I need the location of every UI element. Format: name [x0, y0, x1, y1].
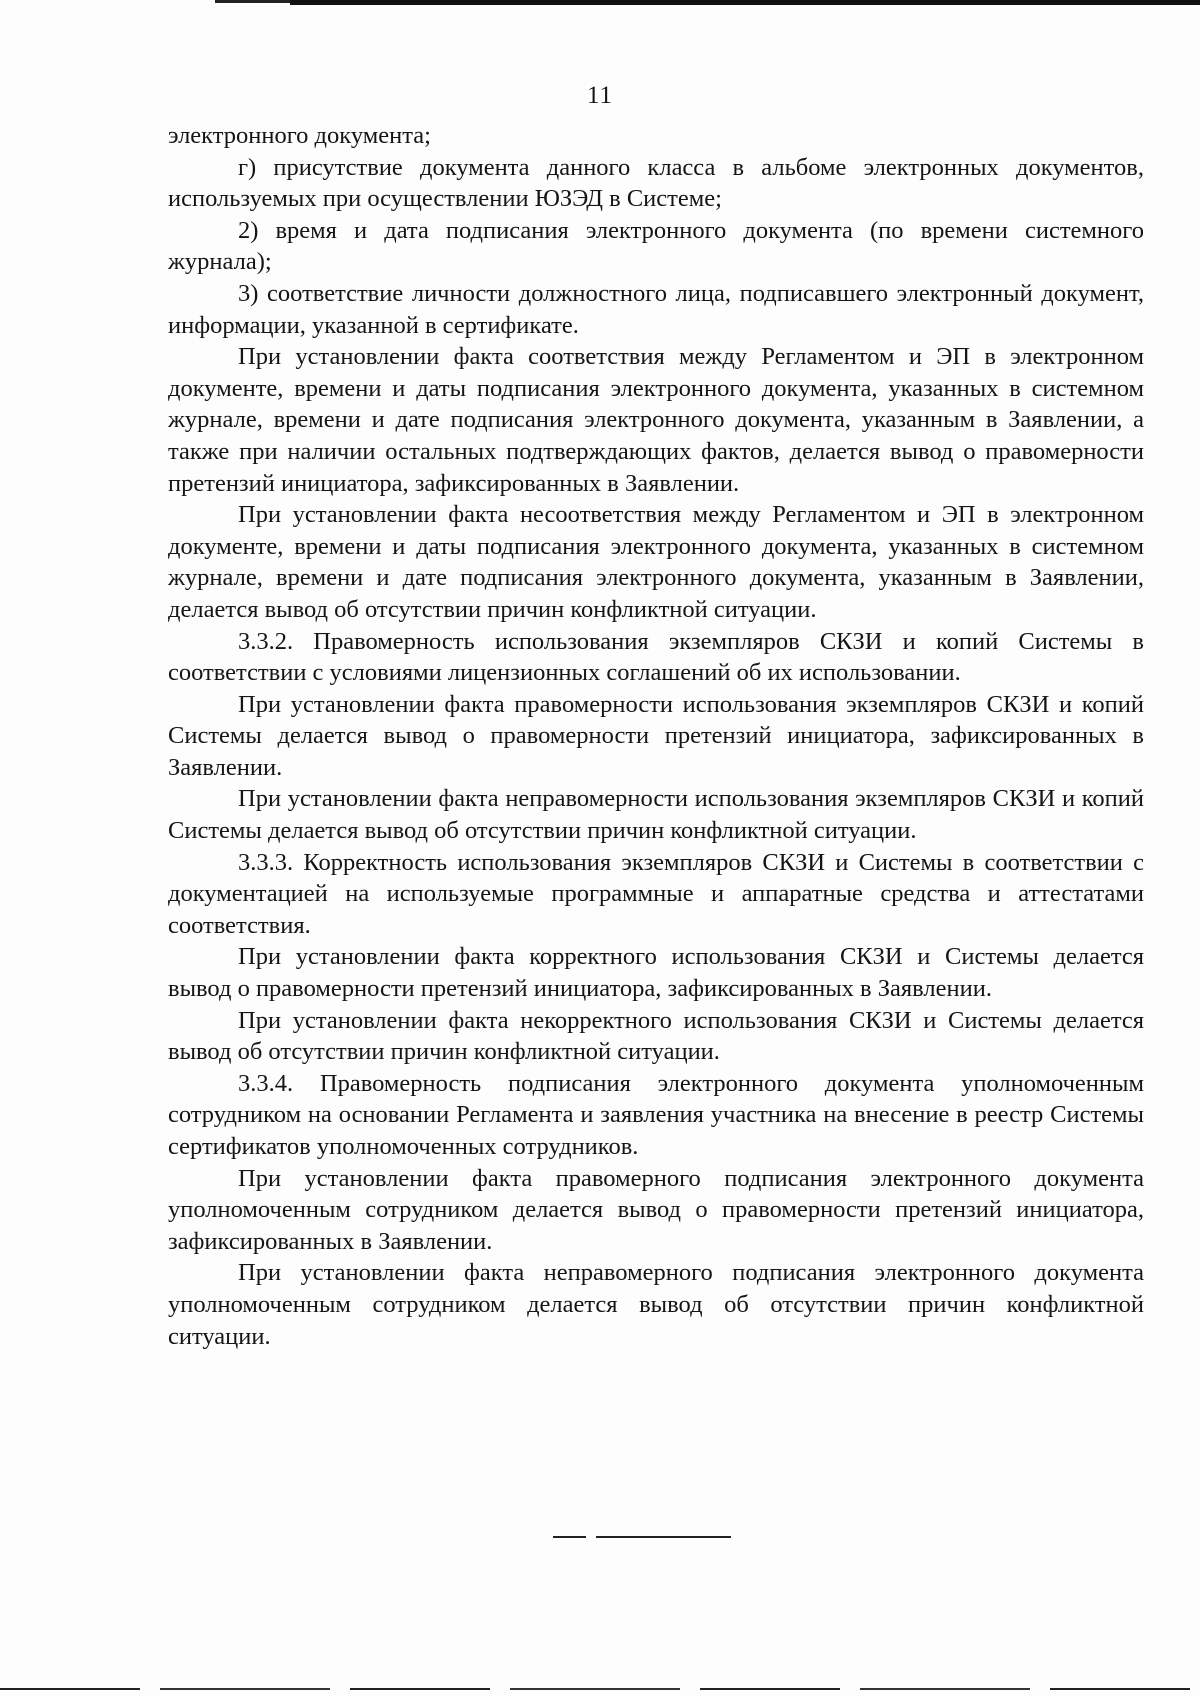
paragraph: При установлении факта корректного использования СКЗИ и Системы делается вывод о правомерности претензий инициатора, зафиксированных в Заявлении.: [168, 943, 1144, 1003]
scan-edge-top: [290, 0, 1200, 5]
paragraph: 3) соответствие личности должностного лица, подписавшего электронный документ, информации, указанной в сертификате.: [168, 279, 1144, 339]
paragraph: г) присутствие документа данного класса в альбоме электронных документов, используемых при осуществлении ЮЗЭД в Системе;: [168, 153, 1144, 213]
paragraph: При установлении факта несоответствия между Регламентом и ЭП в электронном документе, времени и даты подписания электронного документа, указанных в системном журнале, времени и дате подписания электронного документа, указанным в Заявлении, делается вывод об отсутствии причин конфликтной ситуации.: [168, 501, 1144, 623]
paragraph: При установлении факта правомерного подписания электронного документа уполномоченным сотрудником делается вывод о правомерности претензий инициатора, зафиксированных в Заявлении.: [168, 1164, 1144, 1255]
paragraph: электронного документа;: [168, 122, 431, 149]
document-body: [168, 120, 1144, 1352]
scan-edge-top-left: [215, 0, 295, 3]
paragraph: При установлении факта соответствия между Регламентом и ЭП в электронном документе, времени и даты подписания электронного документа, указанных в системном журнале, времени и дате подписания электронного документа, указанным в Заявлении, а также при наличии остальных подтверждающих фактов, делается вывод о правомерности претензий инициатора, зафиксированных в Заявлении.: [168, 343, 1144, 497]
paragraph: При установлении факта неправомерного подписания электронного документа уполномоченным сотрудником делается вывод об отсутствии причин конфликтной ситуации.: [168, 1259, 1144, 1350]
page-number: 11: [586, 82, 614, 109]
paragraph: При установлении факта неправомерности использования экземпляров СКЗИ и копий Системы делается вывод об отсутствии причин конфликтной ситуации.: [168, 785, 1144, 845]
paragraph: 2) время и дата подписания электронного документа (по времени системного журнала);: [168, 216, 1144, 276]
paragraph: При установлении факта правомерности использования экземпляров СКЗИ и копий Системы делается вывод о правомерности претензий инициатора, зафиксированных в Заявлении.: [168, 690, 1144, 781]
paragraph: 3.3.3. Корректность использования экземпляров СКЗИ и Системы в соответствии с документацией на используемые программные и аппаратные средства и аттестатами соответствия.: [168, 848, 1144, 939]
scan-edge-bottom: [0, 1688, 1200, 1690]
paragraph: 3.3.2. Правомерность использования экземпляров СКЗИ и копий Системы в соответствии с условиями лицензионных соглашений об их использовании.: [168, 627, 1144, 687]
end-rule-gap: [586, 1536, 596, 1538]
end-rule: [553, 1536, 731, 1538]
paragraph: 3.3.4. Правомерность подписания электронного документа уполномоченным сотрудником на основании Регламента и заявления участника на внесение в реестр Системы сертификатов уполномоченных сотрудников.: [168, 1069, 1144, 1160]
paragraph: При установлении факта некорректного использования СКЗИ и Системы делается вывод об отсутствии причин конфликтной ситуации.: [168, 1006, 1144, 1066]
